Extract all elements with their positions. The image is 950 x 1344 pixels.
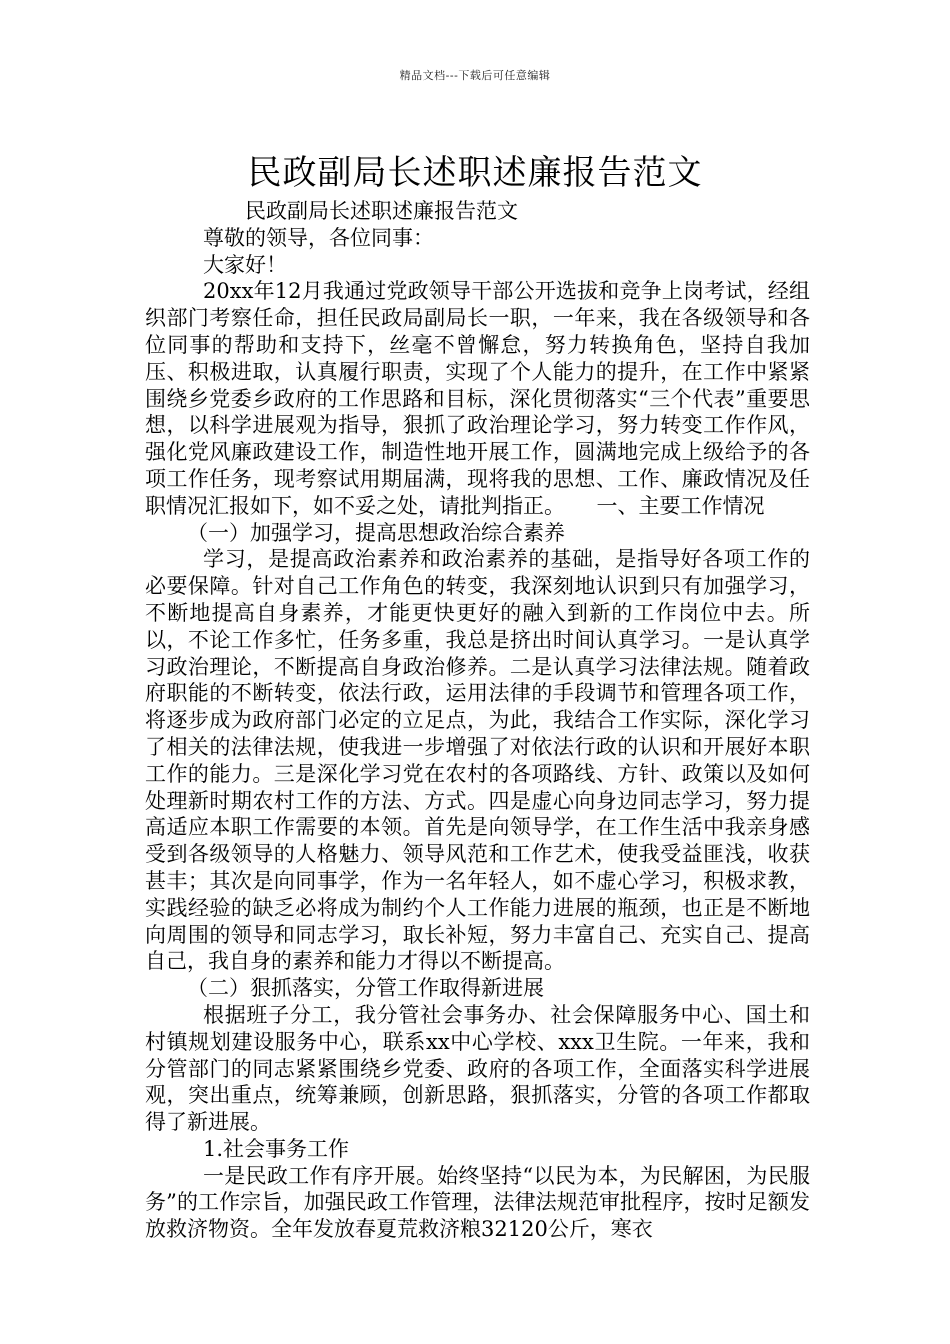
document-body xyxy=(145,198,810,1243)
subsection-heading: 1.社会事务工作 xyxy=(203,1136,350,1161)
header-note: 精品文档---下载后可任意编辑 xyxy=(399,69,551,82)
paragraph-intro: 20xx年12月我通过党政领导干部公开选拔和竞争上岗考试，经组织部门考察任命，担任民政局副局长一职，一年来，我在各级领导和各位同事的帮助和支持下，丝毫不曾懈怠，努力转换角色，坚持自我加压、积极进取，认真履行职责，实现了个人能力的提升，在工作中紧紧围绕乡党委乡政府的工作思路和目标，深化贯彻落实“三个代表”重要思想，以科学进展观为指导，狠抓了政治理论学习，努力转变工作作风，强化党风廉政建设工作，制造性地开展工作，圆满地完成上级给予的各项工作任务，现考察试用期届满，现将我的思想、工作、廉政情况及任职情况汇报如下，如不妥之处，请批判指正。 一、主要工作情况 xyxy=(145,279,810,518)
section-heading: （二）狠抓落实，分管工作取得新进展 xyxy=(187,976,544,1001)
paragraph-work: 根据班子分工，我分管社会事务办、社会保障服务中心、国土和村镇规划建设服务中心，联系xx中心学校、xxx卫生院。一年来，我和分管部门的同志紧紧围绕乡党委、政府的各项工作，全面落实科学进展观，突出重点，统筹兼顾，创新思路，狠抓落实，分管的各项工作都取得了新进展。 xyxy=(145,1002,810,1135)
document-subtitle: 民政副局长述职述廉报告范文 xyxy=(245,199,518,223)
salutation: 尊敬的领导，各位同事： xyxy=(203,225,434,250)
page-title: 民政副局长述职述廉报告范文 xyxy=(247,152,703,193)
section-heading: （一）加强学习，提高思想政治综合素养 xyxy=(187,520,565,545)
paragraph-civil-affairs: 一是民政工作有序开展。始终坚持“以民为本，为民解困，为民服务”的工作宗旨，加强民政工作管理，法律法规范审批程序，按时足额发放救济物资。全年发放春夏荒救济粮32120公斤，寒衣 xyxy=(145,1163,810,1242)
greeting: 大家好！ xyxy=(203,252,287,277)
paragraph-study: 学习，是提高政治素养和政治素养的基础，是指导好各项工作的必要保障。针对自己工作角色的转变，我深刻地认识到只有加强学习，不断地提高自身素养，才能更快更好的融入到新的工作岗位中去。所以，不论工作多忙，任务多重，我总是挤出时间认真学习。一是认真学习政治理论，不断提高自身政治修养。二是认真学习法律法规。随着政府职能的不断转变，依法行政，运用法律的手段调节和管理各项工作，将逐步成为政府部门必定的立足点，为此，我结合工作实际，深化学习了相关的法律法规，使我进一步增强了对依法行政的认识和开展好本职工作的能力。三是深化学习党在农村的各项路线、方针、政策以及如何处理新时期农村工作的方法、方式。四是虚心向身边同志学习，努力提高适应本职工作需要的本领。首先是向领导学，在工作生活中我亲身感受到各级领导的人格魅力、领导风范和工作艺术，使我受益匪浅，收获甚丰；其次是向同事学，作为一名年轻人，如不虚心学习，积极求教，实践经验的缺乏必将成为制约个人工作能力进展的瓶颈，也正是不断地向周围的领导和同志学习，取长补短，努力丰富自己、充实自己、提高自己，我自身的素养和能力才得以不断提高。 xyxy=(145,547,810,974)
